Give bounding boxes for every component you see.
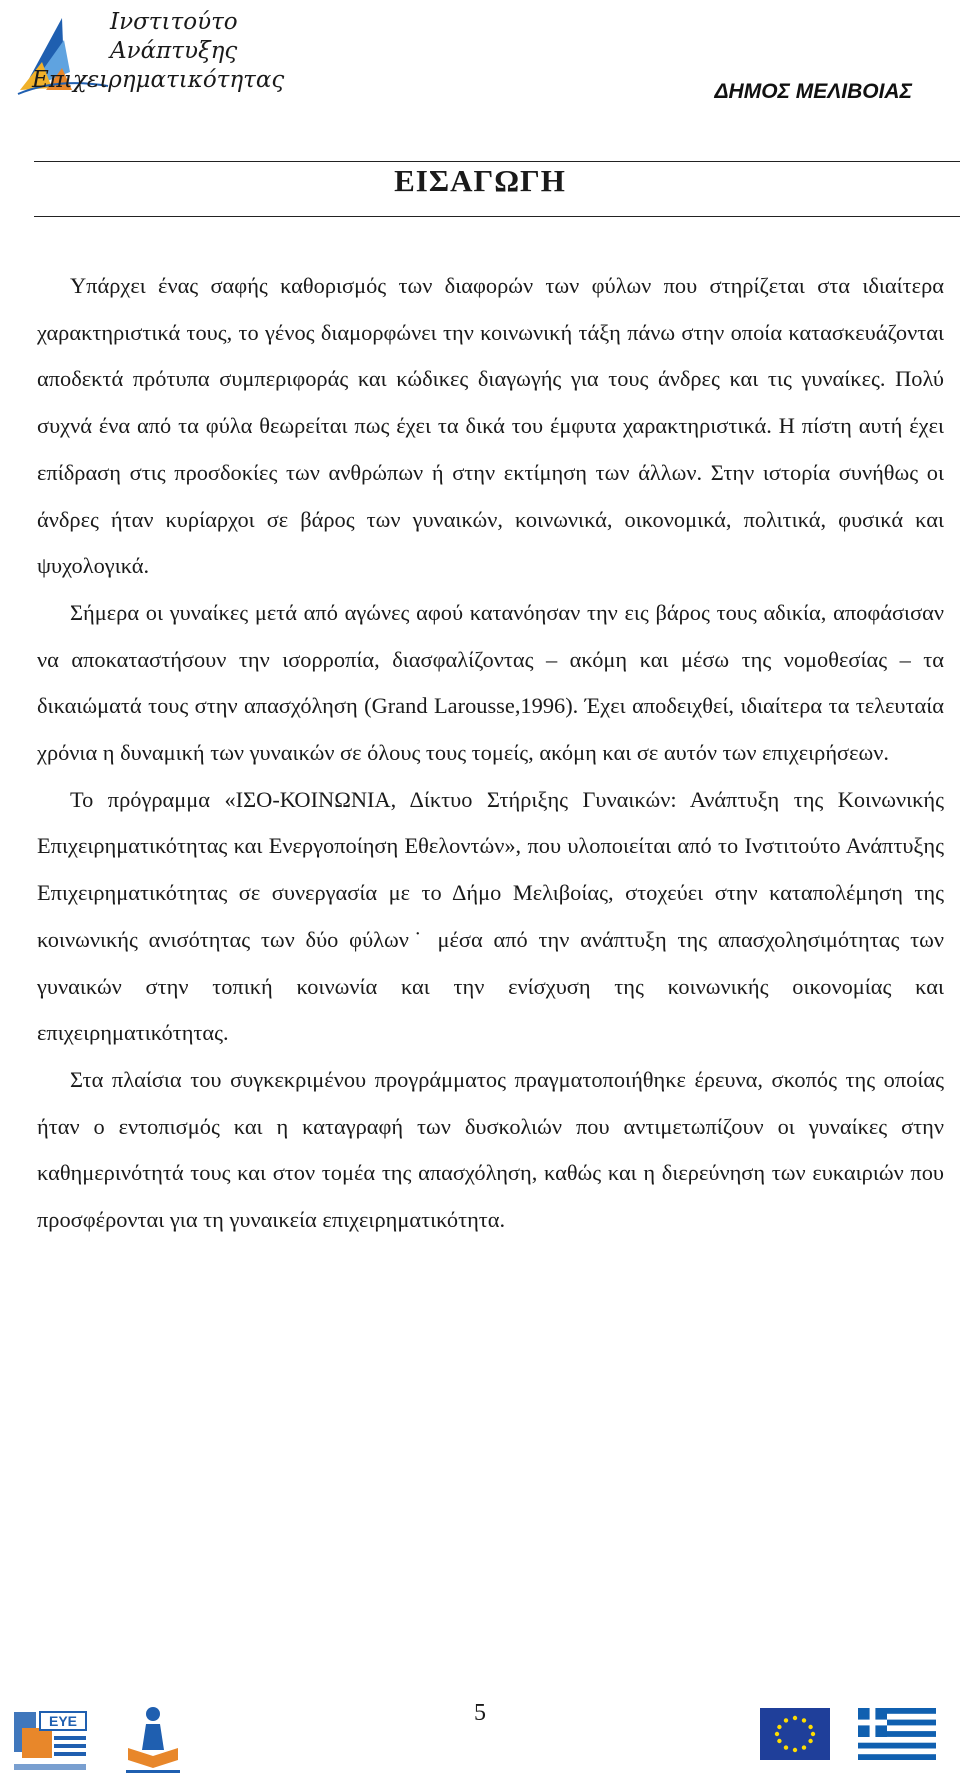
svg-text:EYE: EYE [48,1713,78,1729]
municipality-name: ΔΗΜΟΣ ΜΕΛΙΒΟΙΑΣ [714,80,912,103]
title-rule [34,216,960,217]
page-number: 5 [474,1700,486,1726]
paragraph: Σήμερα οι γυναίκες μετά από αγώνες αφού κατανόησαν την εις βάρος τους αδικία, αποφάσισαν να αποκαταστήσουν την ισορροπία, διασφαλίζοντας – ακόμη και μέσω της νομοθεσίας – τα δικαιώματά τους στην απασχόληση (Grand Larousse,1996). Έχει αποδειχθεί, ιδιαίτερα τα τελευταία χρόνια η δυναμική των γυναικών σε όλους τους τομείς, ακόμη και σε αυτόν των επιχειρήσεων. [37,599,944,766]
paragraph: Υπάρχει ένας σαφής καθορισμός των διαφορών των φύλων που στηρίζεται στα ιδιαίτερα χαρακτηριστικά τους, το γένος διαμορφώνει την κοινωνική τάξη πάνω στην οποία κατασκευάζονται αποδεκτά πρότυπα συμπεριφοράς και κώδικες διαγωγής για τους άνδρες και τις γυναίκες. Πολύ συχνά ένα από τα φύλα θεωρείται πως έχει τα δικά του έμφυτα χαρακτηριστικά. Η πίστη αυτή έχει επίδραση στις προσδοκίες των ανθρώπων ή στην εκτίμηση των άλλων. Στην ιστορία συνήθως οι άνδρες ήταν κυρίαρχοι σε βάρος των γυναικών, κοινωνικά, οικονομικά, πολιτικά, φυσικά και ψυχολογικά. [37,273,944,579]
page-header [0,0,960,120]
logo-line-2: Ανάπτυξης [110,38,238,64]
page-title: ΕΙΣΑΓΩΓΗ [394,163,566,198]
paragraph: Το πρόγραμμα «ΙΣΟ-ΚΟΙΝΩΝΙΑ, Δίκτυο Στήριξης Γυναικών: Ανάπτυξη της Κοινωνικής Επιχειρηματικότητας και Ενεργοποίηση Εθελοντών», που υλοποιείται από το Ινστιτούτο Ανάπτυξης Επιχειρηματικότητας σε συνεργασία με το Δήμο Μελιβοίας, στοχεύει στην καταπολέμηση της κοινωνικής ανισότητας των δύο φύλων˙ μέσα από την ανάπτυξη της απασχολησιμότητας των γυναικών στην τοπική κοινωνία και την ενίσχυση της κοινωνικής οικονομίας και επιχειρηματικότητας. [37,786,944,1046]
document-body [37,263,944,1244]
logo-line-1: Ινστιτούτο [110,9,238,35]
institute-logo [12,4,285,104]
header-rule [34,161,960,162]
paragraph: Στα πλαίσια του συγκεκριμένου προγράμματος πραγματοποιήθηκε έρευνα, σκοπός της οποίας ήταν ο εντοπισμός και η καταγραφή των δυσκολιών που αντιμετωπίζουν οι γυναίκες στην καθημερινότητά τους και στον τομέα της απασχόληση, καθώς και η διερεύνηση των ευκαιριών που προσφέρονται για τη γυναικεία επιχειρηματικότητα. [37,1066,944,1233]
logo-line-3: Επιχειρηματικότητας [32,67,285,93]
